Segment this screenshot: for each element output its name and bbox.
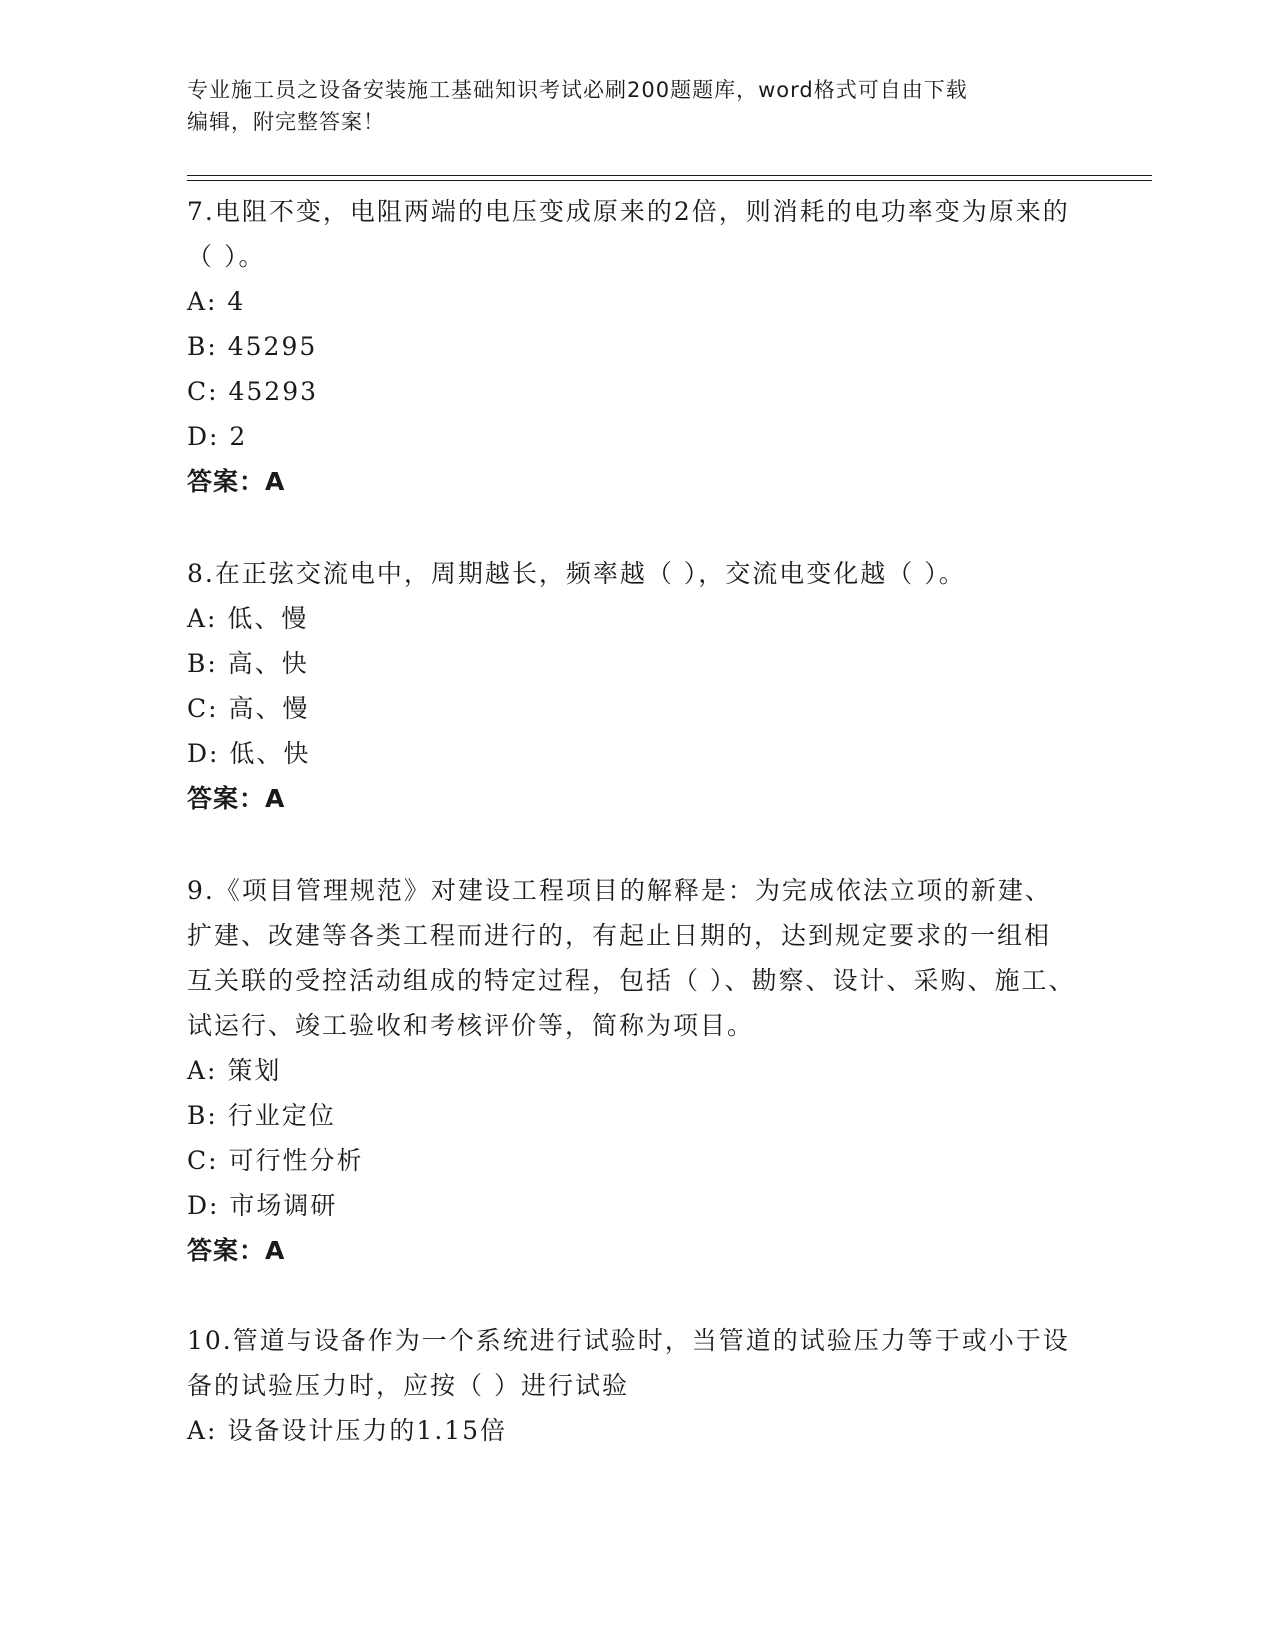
option-d: D: 低、快 xyxy=(187,739,311,768)
option-d: D: 2 xyxy=(187,422,248,451)
option-c: C: 可行性分析 xyxy=(187,1146,364,1175)
header-divider-bottom xyxy=(187,180,1152,181)
question-text: 7.电阻不变，电阻两端的电压变成原来的2倍，则消耗的电功率变为原来的（ ）。 xyxy=(187,197,1070,271)
option-b: B: 高、快 xyxy=(187,649,309,678)
option-d: D: 市场调研 xyxy=(187,1191,338,1220)
header-divider-top xyxy=(187,175,1152,176)
question-8 xyxy=(187,551,1077,821)
option-b: B: 45295 xyxy=(187,332,318,361)
answer: 答案：A xyxy=(187,784,286,813)
question-9 xyxy=(187,868,1077,1273)
question-text: 8.在正弦交流电中，周期越长，频率越（ ），交流电变化越（ ）。 xyxy=(187,559,966,588)
option-a: A: 低、慢 xyxy=(187,604,309,633)
option-c: C: 高、慢 xyxy=(187,694,310,723)
answer: 答案：A xyxy=(187,1236,286,1265)
header-line-2: 编辑，附完整答案！ xyxy=(187,110,385,134)
option-a: A: 4 xyxy=(187,287,246,316)
option-a: A: 策划 xyxy=(187,1056,282,1085)
question-text: 9.《项目管理规范》对建设工程项目的解释是：为完成依法立项的新建、扩建、改建等各类工程而进行的，有起止日期的，达到规定要求的一组相互关联的受控活动组成的特定过程，包括（ ）、勘察、设计、采购、施工、试运行、竣工验收和考核评价等，简称为项目。 xyxy=(187,876,1076,1040)
question-10 xyxy=(187,1318,1077,1453)
option-c: C: 45293 xyxy=(187,377,319,406)
question-text: 10.管道与设备作为一个系统进行试验时，当管道的试验压力等于或小于设备的试验压力时，应按（ ）进行试验 xyxy=(187,1326,1070,1400)
option-b: B: 行业定位 xyxy=(187,1101,336,1130)
question-7 xyxy=(187,189,1077,504)
option-a: A: 设备设计压力的1.15倍 xyxy=(187,1416,508,1445)
header-line-1: 专业施工员之设备安装施工基础知识考试必刷200题题库，word格式可自由下载 xyxy=(187,78,968,102)
answer: 答案：A xyxy=(187,467,286,496)
document-header xyxy=(187,74,1067,138)
